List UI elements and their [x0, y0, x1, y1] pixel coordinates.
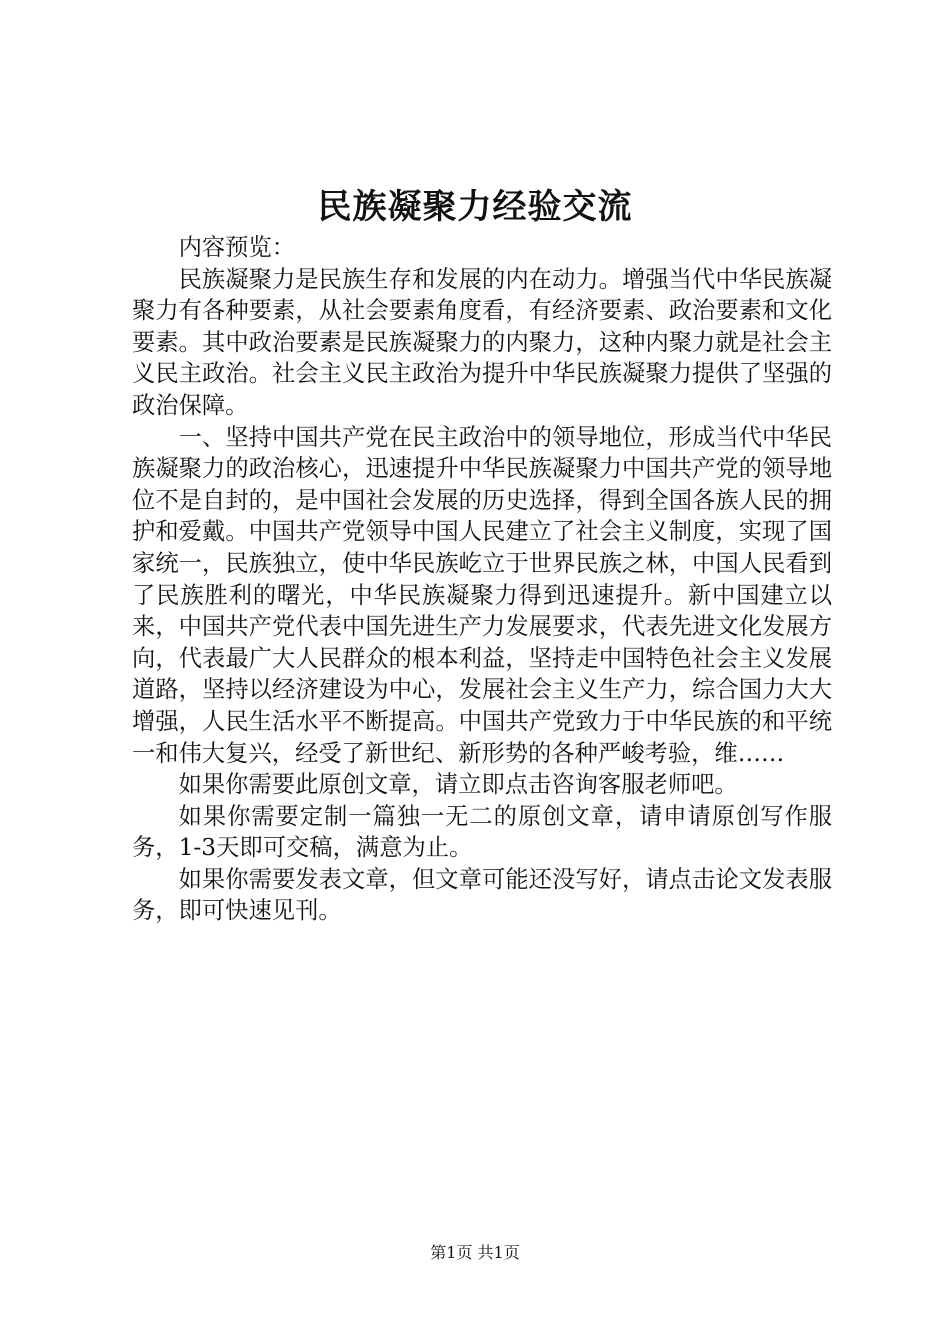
preview-label: 内容预览：: [178, 234, 296, 261]
paragraph-section-one: 一、坚持中国共产党在民主政治中的领导地位，形成当代中华民族凝聚力的政治核心，迅速提升中华民族凝聚力中国共产党的领导地位不是自封的，是中国社会发展的历史选择，得到全国各族人民的拥护和爱戴。中国共产党领导中国人民建立了社会主义制度，实现了国家统一，民族独立，使中华民族屹立于世界民族之林，中国人民看到了民族胜利的曙光，中华民族凝聚力得到迅速提升。新中国建立以来，中国共产党代表中国先进生产力发展要求，代表先进文化发展方向，代表最广大人民群众的根本利益，坚持走中国特色社会主义发展道路，坚持以经济建设为中心，发展社会主义生产力，综合国力大大增强，人民生活水平不断提高。中国共产党致力于中华民族的和平统一和伟大复兴，经受了新世纪、新形势的各种严峻考验，维……: [132, 423, 832, 767]
document-title: 民族凝聚力经验交流: [317, 187, 633, 227]
document-body: [132, 232, 832, 927]
paragraph-consult-link[interactable]: 如果你需要此原创文章，请立即点击咨询客服老师吧。: [178, 771, 738, 799]
paragraph-intro: 民族凝聚力是民族生存和发展的内在动力。增强当代中华民族凝聚力有各种要素，从社会要素角度看，有经济要素、政治要素和文化要素。其中政治要素是民族凝聚力的内聚力，这种内聚力就是社会主义民主政治。社会主义民主政治为提升中华民族凝聚力提供了坚强的政治保障。: [132, 265, 832, 419]
paragraph-publish-service[interactable]: 如果你需要发表文章，但文章可能还没写好，请点击论文发表服务，即可快速见刊。: [132, 865, 832, 925]
page-footer: 第1页 共1页: [430, 1243, 520, 1262]
paragraph-custom-writing[interactable]: 如果你需要定制一篇独一无二的原创文章，请申请原创写作服务，1-3天即可交稿，满意为止。: [132, 802, 832, 862]
